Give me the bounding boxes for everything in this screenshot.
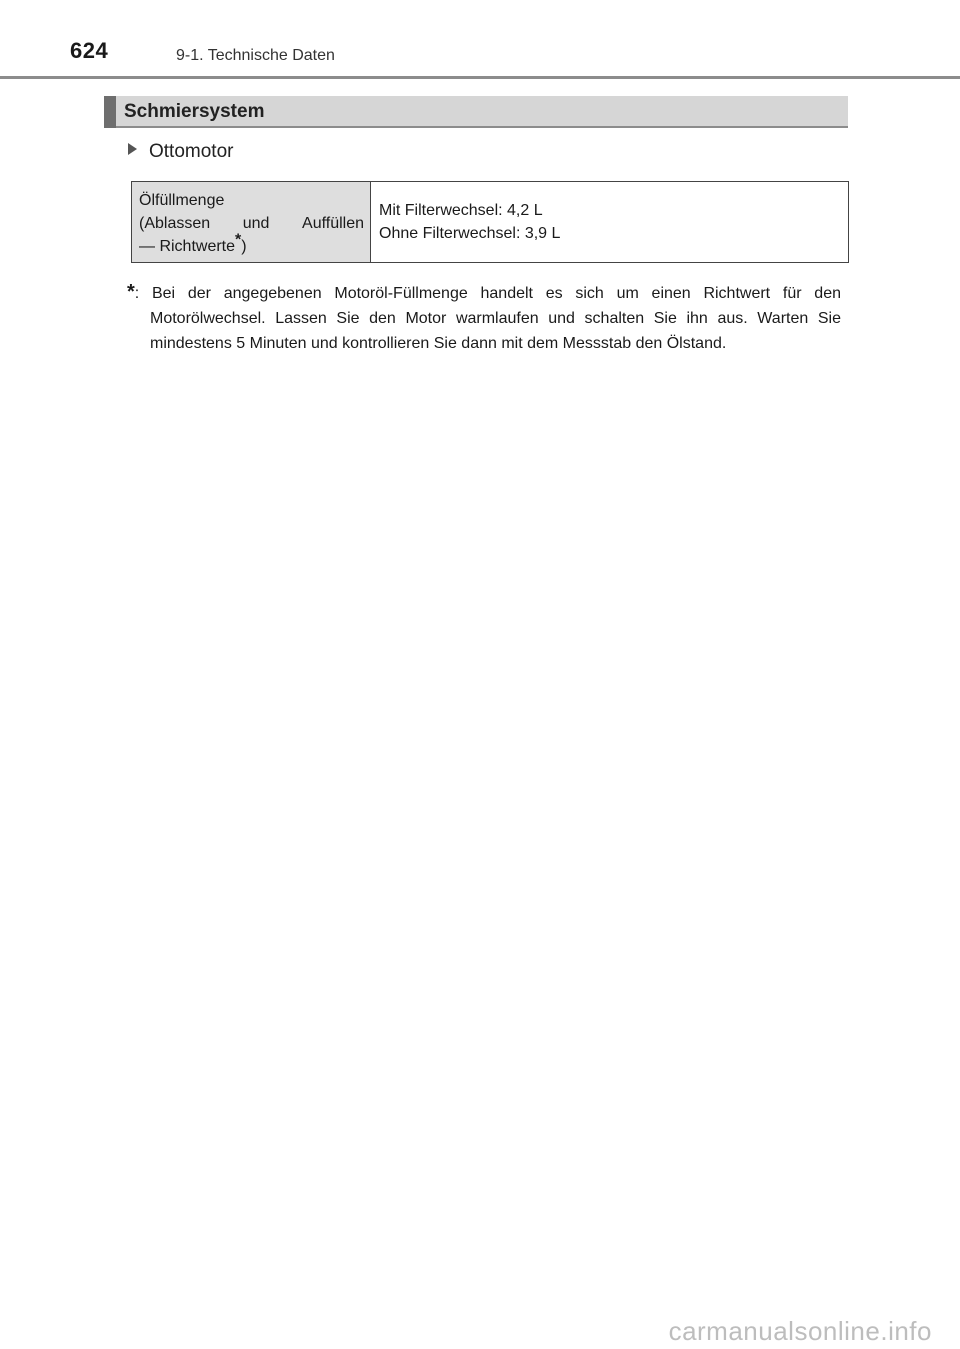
section-title: Schmiersystem	[124, 101, 265, 122]
footnote-paragraph	[127, 280, 841, 356]
page-number: 624	[70, 38, 109, 63]
section-heading	[104, 96, 848, 128]
spec-table	[131, 181, 849, 263]
spec-label-line2	[139, 212, 364, 235]
spec-label-cell	[132, 182, 371, 263]
spec-value-line2: Ohne Filterwechsel: 3,9 L	[379, 225, 561, 242]
spec-label-word: Auffüllen	[302, 215, 364, 232]
spec-label-word: und	[242, 215, 270, 232]
header-divider	[0, 76, 960, 79]
footnote-marker: *	[235, 231, 242, 249]
section-heading-bar	[104, 96, 116, 128]
spec-value-line1: Mit Filterwechsel: 4,2 L	[379, 202, 543, 219]
spec-label-line1: Ölfüllmenge	[139, 192, 225, 209]
spec-label-word: (Ablassen	[139, 215, 211, 232]
spec-label-text: — Richtwerte	[139, 238, 236, 255]
spec-label-close: )	[241, 238, 247, 255]
footnote	[127, 280, 841, 356]
footnote-star: *	[127, 281, 135, 303]
subsection-title: Ottomotor	[149, 141, 234, 162]
triangle-bullet-icon	[128, 143, 137, 155]
chapter-title: 9-1. Technische Daten	[176, 47, 335, 64]
footnote-text: : Bei der angegebenen Motoröl-Füllmenge handelt es sich um einen Richtwert für den Motorölwechsel. Lassen Sie den Motor warmlaufen und schalten Sie ihn aus. Warten Sie mindestens 5 Minuten und kontrollieren Sie dann mit dem Messstab den Ölstand.	[134, 285, 841, 352]
table-row	[132, 182, 849, 263]
watermark: carmanualsonline.info	[668, 1316, 932, 1346]
spec-label-line3	[139, 231, 364, 258]
spec-value-cell	[371, 182, 849, 263]
subsection-heading	[128, 141, 233, 163]
